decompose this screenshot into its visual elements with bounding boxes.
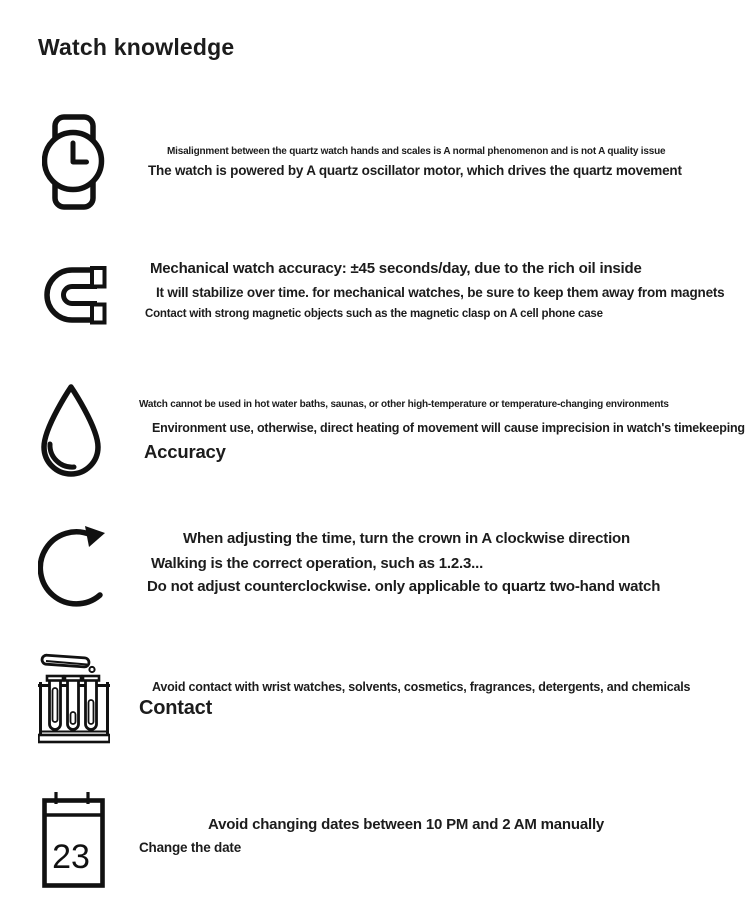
crown-warning-text: Do not adjust counterclockwise. only applicable to quartz two-hand watch	[147, 578, 661, 595]
chemical-note-text: Avoid contact with wrist watches, solvents, cosmetics, fragrances, detergents, and chemicals	[152, 680, 691, 694]
page-title: Watch knowledge	[38, 34, 235, 60]
quartz-note-text: Misalignment between the quartz watch hands and scales is A normal phenomenon and is not A quality issue	[167, 146, 666, 157]
water-drop-icon	[37, 382, 105, 481]
magnet-sub-text: It will stabilize over time. for mechanical watches, be sure to keep them away from magnets	[156, 285, 725, 300]
temperature-sub-text: Environment use, otherwise, direct heating of movement will cause imprecision in watch's timekeeping	[152, 421, 745, 435]
date-main-text: Avoid changing dates between 10 PM and 2 AM manually	[208, 816, 605, 833]
clockwise-arrow-icon	[38, 521, 110, 609]
magnet-note-text: Contact with strong magnetic objects such as the magnetic clasp on A cell phone case	[145, 308, 603, 320]
magnet-main-text: Mechanical watch accuracy: ±45 seconds/day, due to the rich oil inside	[150, 260, 642, 277]
calendar-icon	[42, 791, 105, 888]
quartz-main-text: The watch is powered by A quartz oscillator motor, which drives the quartz movement	[148, 163, 682, 178]
calendar-day-number: 23	[52, 838, 90, 876]
crown-main-text: When adjusting the time, turn the crown in A clockwise direction	[183, 530, 630, 547]
accuracy-heading: Accuracy	[144, 441, 226, 462]
wristwatch-icon	[42, 114, 106, 210]
temperature-note-text: Watch cannot be used in hot water baths, saunas, or other high-temperature or temperature-changing environments	[139, 399, 669, 410]
magnet-icon	[41, 266, 108, 325]
test-tubes-icon	[38, 650, 110, 745]
crown-sub-text: Walking is the correct operation, such as 1.2.3...	[151, 555, 484, 572]
contact-heading: Contact	[139, 697, 213, 719]
date-sub-text: Change the date	[139, 840, 242, 855]
